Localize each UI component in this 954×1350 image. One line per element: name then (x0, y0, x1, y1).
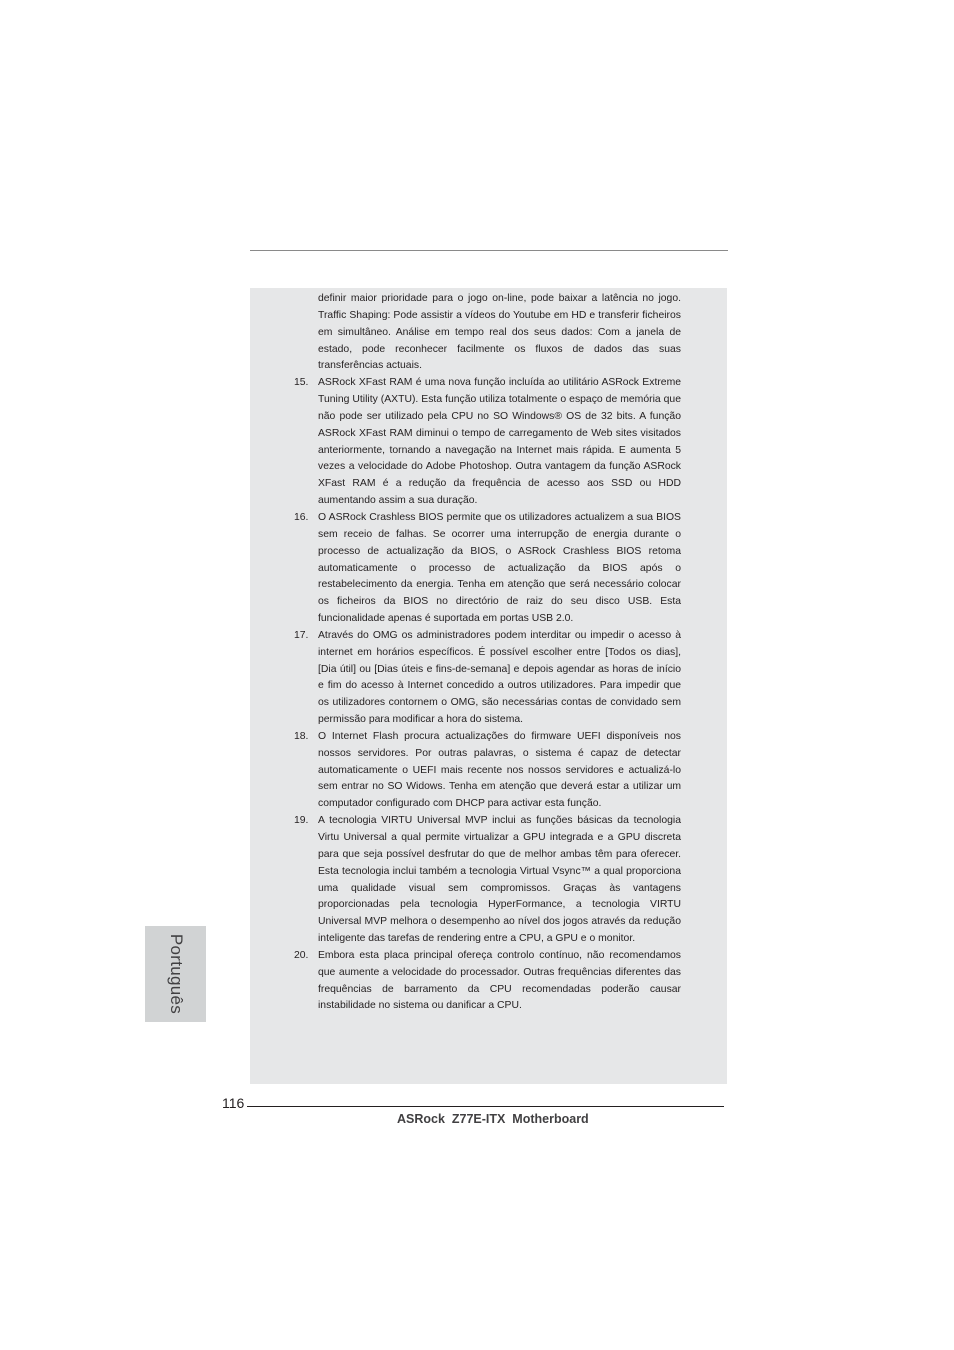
feature-list (250, 291, 727, 1015)
header-rule (250, 250, 728, 251)
list-item (250, 948, 727, 1015)
footer-rule (247, 1106, 724, 1107)
list-item (250, 375, 727, 510)
footer-title: ASRock Z77E-ITX Motherboard (397, 1112, 589, 1126)
language-tab (145, 926, 206, 1022)
item-text: O ASRock Crashless BIOS permite que os utilizadores actualizem a sua BIOS sem receio de falhas. Se ocorrer uma interrupção de energia durante o processo de actualização da BIOS, o ASRock Crashless BIOS retoma automaticamente o processo de actualização da BIOS após o restabelecimento da energia. Tenha em atenção que será necessário colocar os ficheiros da BIOS no directório de raiz do seu disco USB. Esta funcionalidade apenas é suportada em portas USB 2.0. (318, 511, 681, 625)
list-item (250, 729, 727, 813)
item-number: 19. (294, 815, 309, 827)
item-text: Através do OMG os administradores podem interditar ou impedir o acesso à internet em horários específicos. É possível escolher entre [Todos os dias], [Dia útil] ou [Dias úteis e fins-de-semana] e depois agendar as horas de início e fim do acesso à Internet concedido a outros utilizadores. Para impedir que os utilizadores contornem o OMG, são necessárias contas de convidado sem permissão para modificar a hora do sistema. (318, 629, 681, 726)
item-text: ASRock XFast RAM é uma nova função incluída ao utilitário ASRock Extreme Tuning Utility (AXTU). Esta função utiliza totalmente o espaço de memória que não pode ser utilizado pela CPU no SO Windows® OS de 32 bits. A função ASRock XFast RAM diminui o tempo de carregamento de Web sites visitados anteriormente, tornando a navegação na Internet mais rápida. E aumenta 5 vezes a velocidade do Adobe Photoshop. Outra vantagem da função ASRock XFast RAM é a redução da frequência de acesso aos SSD ou HDD aumentando assim a sua duração. (318, 377, 681, 507)
item-number: 20. (294, 949, 309, 961)
list-item (250, 510, 727, 628)
item-number: 15. (294, 377, 309, 389)
list-item (250, 813, 727, 948)
list-item (250, 291, 727, 375)
item-text: Embora esta placa principal ofereça controlo contínuo, não recomendamos que aumente a velocidade do processador. Outras frequências diferentes das frequências de barramento da CPU recomendadas poderão causar instabilidade no sistema ou danificar a CPU. (318, 949, 681, 1012)
list-item (250, 628, 727, 729)
content-panel (250, 288, 727, 1084)
item-number: 16. (294, 511, 309, 523)
language-tab-label: Português (166, 933, 186, 1015)
item-text: O Internet Flash procura actualizações do firmware UEFI disponíveis nos nossos servidores. Por outras palavras, o sistema é capaz de detectar automaticamente o UEFI mais recente nos nossos servidores e actualizá-lo sem entrar no SO Widows. Tenha em atenção que deverá estar a utilizar um computador configurado com DHCP para activar esta função. (318, 730, 681, 810)
item-number: 18. (294, 730, 309, 742)
item-text: definir maior prioridade para o jogo on-line, pode baixar a latência no jogo. Traffic Shaping: Pode assistir a vídeos do Youtube em HD e transferir ficheiros em simultâneo. Análise em tempo real dos seus dados: Com a janela de estado, pode reconhecer facilmente os fluxos de dados das suas transferências actuais. (318, 293, 681, 372)
item-text: A tecnologia VIRTU Universal MVP inclui as funções básicas da tecnologia Virtu Universal a qual permite virtualizar a GPU integrada e a GPU discreta para que seja possível desfrutar do que de melhor ambas têm para oferecer. Esta tecnologia inclui também a tecnologia Virtual Vsync™ a qual proporciona uma qualidade visual sem compromissos. Graças às vantagens proporcionadas pela tecnologia HyperFormance, a tecnologia VIRTU Universal MVP melhora o desempenho ao nível dos jogos através da redução inteligente das tarefas de rendering entre a CPU, a GPU e o monitor. (318, 815, 681, 945)
item-number: 17. (294, 629, 309, 641)
page-number: 116 (222, 1095, 245, 1111)
